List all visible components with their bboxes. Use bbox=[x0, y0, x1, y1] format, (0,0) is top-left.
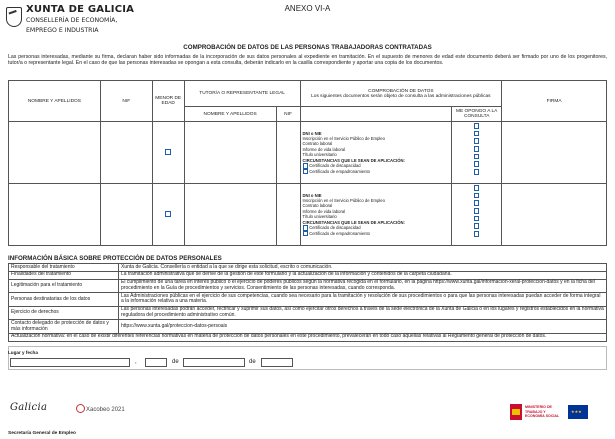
ministry-name: MINISTERIO DE TRABAJO Y ECONOMÍA SOCIAL bbox=[525, 405, 560, 419]
empad-checkbox[interactable] bbox=[303, 169, 309, 175]
minor-checkbox[interactable] bbox=[165, 149, 171, 155]
table-row bbox=[9, 122, 607, 184]
oppose-checkbox[interactable] bbox=[474, 231, 480, 237]
place-separator: , bbox=[135, 359, 137, 365]
oppose-checkbox[interactable] bbox=[474, 193, 480, 199]
sign-cell[interactable] bbox=[502, 184, 607, 246]
oppose-checkbox[interactable] bbox=[474, 138, 480, 144]
galicia-logo: Galicia bbox=[10, 402, 48, 413]
col-tutor-nif: NIF bbox=[276, 107, 300, 122]
doc-inscripcion: Inscripción en el Servicio Público de Empleo bbox=[302, 136, 385, 142]
col-minor: MENOR DE EDAD bbox=[152, 81, 184, 122]
doc-disc: Certificado de discapacidad bbox=[309, 163, 361, 169]
doc-titulo: Título universitario bbox=[302, 214, 337, 220]
doc-vida: Informe de vida laboral bbox=[302, 146, 346, 152]
oppose-checkbox[interactable] bbox=[474, 123, 480, 129]
doc-dni: DNI o NIE bbox=[302, 130, 322, 136]
xacobeo-icon bbox=[76, 404, 85, 413]
tutor-nif-cell[interactable] bbox=[276, 122, 300, 184]
table-row bbox=[9, 184, 607, 246]
doc-circ: CIRCUNSTANCIAS QUE LE SEAN DE APLICACIÓN: bbox=[302, 219, 405, 225]
oppose-checkbox[interactable] bbox=[474, 131, 480, 137]
col-oppose: ME OPONGO A LA CONSULTA bbox=[452, 107, 502, 122]
de-label-2: de bbox=[249, 359, 256, 365]
logo-line2: EMPREGO E INDUSTRIA bbox=[26, 26, 99, 34]
tutor-name-cell[interactable] bbox=[184, 184, 276, 246]
de-label-1: de bbox=[172, 359, 179, 365]
month-field[interactable] bbox=[183, 358, 245, 367]
nif-cell[interactable] bbox=[100, 184, 152, 246]
intro-text: Las personas interesadas, mediante su firma, declaran haber sido informadas de la incorporación de sus datos personales al expediente en tramitación. En el supuesto de menores de edad este documento deberá ser firmado por uno de los progenitores, tutor/a o representante legal. En el caso de que las personas interesadas se opongan a esta consulta, deberán indicarlo en la casilla correspondiente y aportar una copia de los documentos. bbox=[8, 54, 607, 67]
minor-checkbox[interactable] bbox=[165, 211, 171, 217]
tutor-name-cell[interactable] bbox=[184, 122, 276, 184]
col-check-sub: Los siguientes documentos serán objeto de consulta a las administraciones públicas bbox=[311, 93, 491, 99]
info-row bbox=[9, 264, 607, 272]
doc-empad: Certificado de empadronamiento bbox=[309, 168, 370, 174]
info-row bbox=[9, 306, 607, 320]
docs-cell bbox=[300, 184, 452, 246]
col-tutor-name: NOMBRE Y APELLIDOS bbox=[184, 107, 276, 122]
doc-contrato: Contrato laboral bbox=[302, 141, 333, 147]
info-row bbox=[9, 271, 607, 279]
oppose-cell bbox=[452, 122, 502, 184]
oppose-checkbox[interactable] bbox=[474, 185, 480, 191]
spain-coat-of-arms-icon bbox=[510, 404, 522, 420]
info-value: La tramitación administrativa que se derive de la gestión de este formulario y la actualización de la información y contenidos de la carpeta ciudadana. bbox=[119, 271, 607, 279]
xacobeo-logo: Xacobeo 2021 bbox=[86, 407, 125, 413]
annex-title: ANEXO VI-A bbox=[284, 4, 331, 13]
info-normative: Actualización normativa: en el caso de existir diferentes referencias normativas en materia de protección de datos personales en este procedimiento, prevalecerán en todo caso aquellas relativas al Reglamento general de protección de datos. bbox=[9, 333, 607, 341]
day-field[interactable] bbox=[145, 358, 167, 367]
info-key: Ejercicio de derechos bbox=[9, 306, 119, 320]
info-value: El cumplimiento de una tarea en interés público o el ejercicio de poderes públicos según la normativa recogida en el formulario, en la página https://www.xunta.gal/informacion-xeral-proteccion-datos y en la ficha del procedimiento en la Guía de procedimientos y servicios. Consentimiento de las personas interesadas, cuando corresponda. bbox=[119, 279, 607, 293]
oppose-checkbox[interactable] bbox=[474, 223, 480, 229]
department-name: Secretaría General de Empleo bbox=[8, 431, 76, 436]
doc-dni: DNI o NIE bbox=[302, 192, 322, 198]
info-key: Finalidades del tratamiento bbox=[9, 271, 119, 279]
sign-cell[interactable] bbox=[502, 122, 607, 184]
col-check-spacer bbox=[300, 107, 452, 122]
info-value: Las Administraciones públicas en el ejercicio de sus competencias, cuando sea necesario para la tramitación y resolución de sus procedimientos o para que las personas interesadas puedan acceder de forma integral a la información relativa a una materia. bbox=[119, 293, 607, 307]
info-row bbox=[9, 333, 607, 341]
col-tutor: TUTOR/A O REPRESENTANTE LEGAL bbox=[184, 81, 300, 107]
info-title: INFORMACIÓN BÁSICA SOBRE PROTECCIÓN DE DATOS PERSONALES bbox=[8, 255, 222, 262]
doc-contrato: Contrato laboral bbox=[302, 203, 333, 209]
minor-cell bbox=[152, 122, 184, 184]
nif-cell[interactable] bbox=[100, 122, 152, 184]
place-date-label: Lugar y fecha bbox=[8, 350, 38, 355]
info-value: https://www.xunta.gal/proteccion-datos-persoais bbox=[119, 320, 607, 334]
col-check-title: COMPROBACIÓN DE DATOS bbox=[368, 88, 434, 94]
info-row bbox=[9, 279, 607, 293]
name-cell[interactable] bbox=[9, 122, 101, 184]
oppose-checkbox[interactable] bbox=[474, 169, 480, 175]
doc-vida: Informe de vida laboral bbox=[302, 208, 346, 214]
ministry-logo bbox=[510, 403, 605, 421]
minor-cell bbox=[152, 184, 184, 246]
doc-empad: Certificado de empadronamiento bbox=[309, 230, 370, 236]
workers-table bbox=[8, 80, 607, 246]
logo-title: XUNTA DE GALICIA bbox=[26, 4, 135, 15]
eu-flag-icon bbox=[568, 405, 588, 419]
info-key: Responsable del tratamiento bbox=[9, 264, 119, 272]
doc-inscripcion: Inscripción en el Servicio Público de Empleo bbox=[302, 198, 385, 204]
section-title: COMPROBACIÓN DE DATOS DE LAS PERSONAS TRABAJADORAS CONTRATADAS bbox=[183, 44, 432, 51]
col-name: NOMBRE Y APELLIDOS bbox=[9, 81, 101, 122]
info-key: Legitimación para el tratamiento bbox=[9, 279, 119, 293]
year-field[interactable] bbox=[261, 358, 293, 367]
oppose-checkbox[interactable] bbox=[474, 208, 480, 214]
info-value: Xunta de Galicia. Consellería o entidad a la que se dirige esta solicitud, escrito o comunicación. bbox=[119, 264, 607, 272]
col-nif: NIF bbox=[100, 81, 152, 122]
doc-disc: Certificado de discapacidad bbox=[309, 225, 361, 231]
oppose-checkbox[interactable] bbox=[474, 200, 480, 206]
empad-checkbox[interactable] bbox=[303, 231, 309, 237]
info-row bbox=[9, 320, 607, 334]
info-key: Personas destinatarias de los datos bbox=[9, 293, 119, 307]
info-table bbox=[8, 263, 607, 342]
oppose-checkbox[interactable] bbox=[474, 154, 480, 160]
oppose-checkbox[interactable] bbox=[474, 216, 480, 222]
tutor-nif-cell[interactable] bbox=[276, 184, 300, 246]
doc-circ: CIRCUNSTANCIAS QUE LE SEAN DE APLICACIÓN: bbox=[302, 157, 405, 163]
docs-cell bbox=[300, 122, 452, 184]
place-field[interactable] bbox=[10, 358, 130, 367]
info-row bbox=[9, 293, 607, 307]
info-value: Las personas interesadas podrán acceder, rectificar y suprimir sus datos, así como ejercitar otros derechos a través de la sede electrónica de la Xunta de Galicia o en los lugares y registros establecidos en la normativa reguladora del procedimiento administrativo común. bbox=[119, 306, 607, 320]
name-cell[interactable] bbox=[9, 184, 101, 246]
info-key: Contacto delegado de protección de datos y más información bbox=[9, 320, 119, 334]
oppose-checkbox[interactable] bbox=[474, 161, 480, 167]
col-sign: FIRMA bbox=[502, 81, 607, 122]
col-check bbox=[300, 81, 502, 107]
oppose-cell bbox=[452, 184, 502, 246]
oppose-checkbox[interactable] bbox=[474, 146, 480, 152]
doc-titulo: Título universitario bbox=[302, 152, 337, 158]
logo-line1: CONSELLERÍA DE ECONOMÍA, bbox=[26, 17, 118, 24]
